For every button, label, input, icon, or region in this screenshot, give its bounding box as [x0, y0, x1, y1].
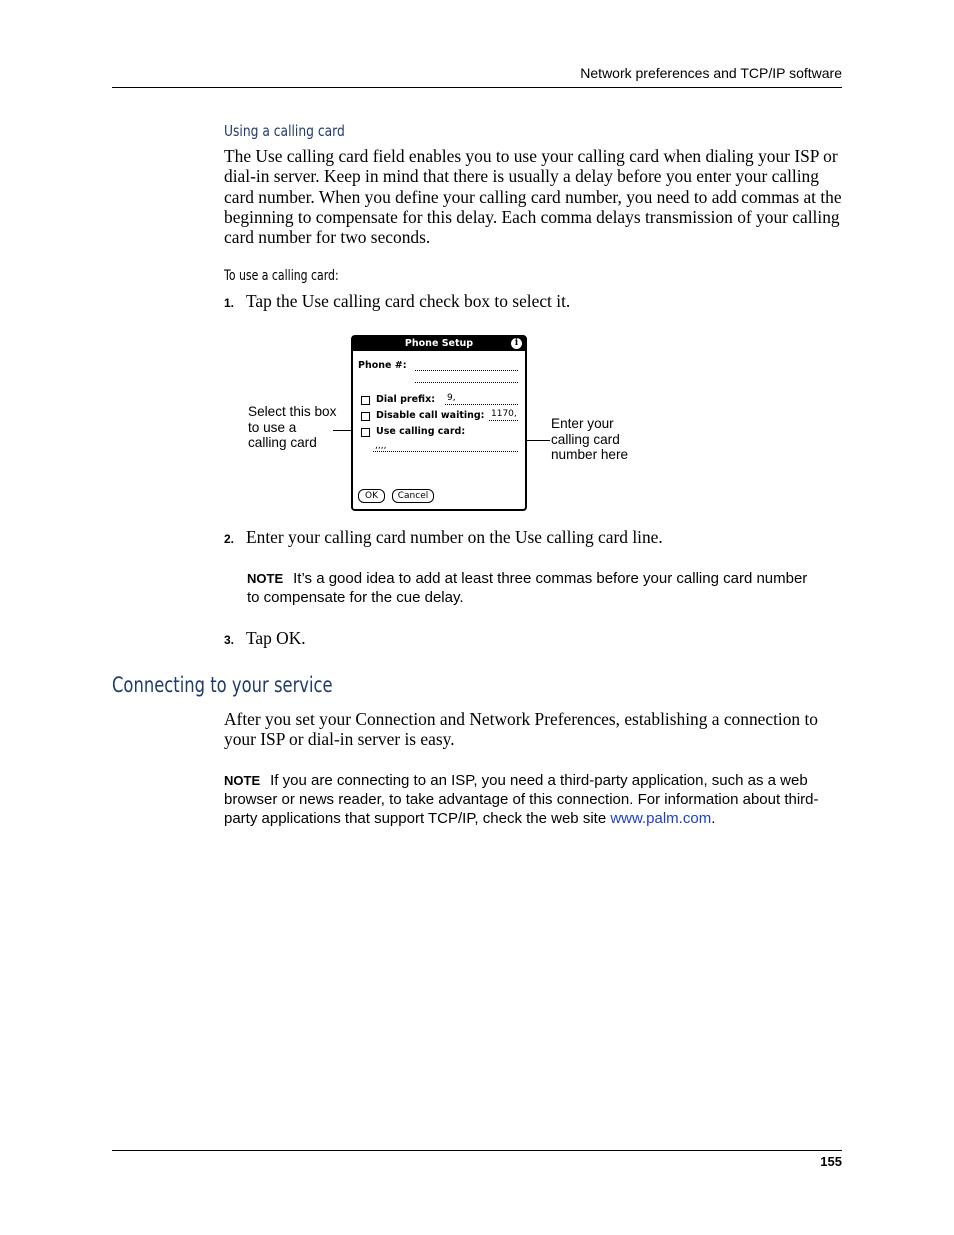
note-text-end: . — [711, 810, 716, 827]
dial-prefix-field[interactable] — [445, 404, 518, 405]
note-third-party — [224, 771, 842, 828]
section-heading-calling-card: Using a calling card — [224, 122, 345, 140]
note-label: NOTE — [224, 773, 261, 788]
phone-field-line2[interactable] — [415, 382, 518, 383]
step-text: Enter your calling card number on the Use calling card line. — [246, 527, 663, 547]
disable-call-waiting-checkbox[interactable] — [361, 412, 370, 421]
info-icon[interactable]: i — [511, 338, 522, 349]
calling-card-value: ,,,, — [375, 441, 387, 451]
note-commas — [247, 569, 817, 607]
note-label: NOTE — [247, 571, 284, 586]
calling-card-field[interactable] — [373, 451, 518, 452]
use-calling-card-checkbox[interactable] — [361, 428, 370, 437]
disable-call-waiting-label: Disable call waiting: — [376, 410, 485, 421]
step-1 — [224, 291, 570, 312]
page-number: 155 — [820, 1154, 842, 1169]
procedure-heading: To use a calling card: — [224, 268, 339, 284]
disable-call-waiting-value: 1170, — [491, 409, 517, 419]
palm-website-link[interactable]: www.palm.com — [610, 810, 712, 827]
ok-button[interactable]: OK — [358, 489, 385, 503]
disable-call-waiting-field[interactable] — [489, 420, 518, 421]
use-calling-card-label: Use calling card: — [376, 426, 466, 437]
cancel-button[interactable]: Cancel — [392, 489, 434, 503]
note-text: If you are connecting to an ISP, you need a third-party application, such as a web browser or news reader, to take advantage of this connection. For information about third-party applications that support TCP/IP, check the web site — [224, 772, 819, 827]
section-heading-connecting: Connecting to your service — [112, 673, 333, 697]
connecting-paragraph: After you set your Connection and Network Preferences, establishing a connection to your ISP or dial-in server is easy. — [224, 709, 819, 750]
step-3 — [224, 628, 306, 649]
step-text: Tap OK. — [246, 628, 306, 648]
phone-label: Phone #: — [358, 360, 407, 371]
dial-prefix-value: 9, — [447, 393, 456, 403]
callout-enter-number: Enter your calling card number here — [551, 416, 629, 463]
screen-title — [353, 337, 525, 351]
dial-prefix-label: Dial prefix: — [376, 394, 436, 405]
footer-rule — [112, 1150, 842, 1151]
callout-select-box: Select this box to use a calling card — [248, 404, 337, 451]
palm-phone-setup-screen — [351, 335, 527, 511]
running-header: Network preferences and TCP/IP software — [580, 65, 842, 81]
step-number: 3. — [224, 633, 235, 647]
step-2 — [224, 527, 663, 548]
phone-field[interactable] — [415, 370, 518, 371]
calling-card-paragraph: The Use calling card field enables you to use your calling card when dialing your ISP or dial-in server. Keep in mind that there is usually a delay before you enter your calling card number. When you define your calling card number, you need to add commas at the beginning to compensate for this delay. Each comma delays transmission of your calling card number for two seconds. — [224, 146, 842, 248]
screen-title-text: Phone Setup — [404, 338, 474, 349]
dial-prefix-checkbox[interactable] — [361, 396, 370, 405]
header-rule — [112, 87, 842, 88]
step-text: Tap the Use calling card check box to select it. — [246, 291, 571, 311]
note-text: It’s a good idea to add at least three commas before your calling card number to compensate for the cue delay. — [247, 570, 808, 606]
step-number: 1. — [224, 296, 235, 310]
step-number: 2. — [224, 532, 235, 546]
